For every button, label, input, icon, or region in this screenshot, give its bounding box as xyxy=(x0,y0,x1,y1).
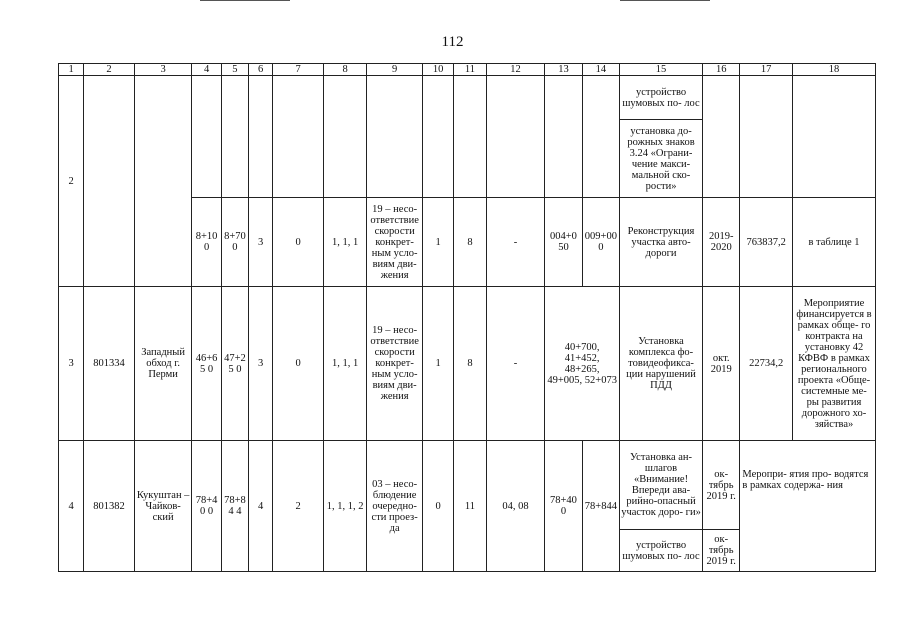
cell-empty xyxy=(422,76,453,198)
cell-note: Мероприятие финансируется в рамках обще- го контракта на установку 42 КФВФ в рамках регионального проекта «Обще- системные ме- ры развития дорожного хо- зяйства» xyxy=(792,287,875,441)
cell-col6: 3 xyxy=(249,198,273,287)
cell-date: ок- тябрь 2019 г. xyxy=(702,530,739,572)
cell-col8: 1, 1, 1 xyxy=(323,287,366,441)
header-cell: 11 xyxy=(454,64,486,76)
cell-row-number: 4 xyxy=(59,441,84,572)
cell-cost: 763837,2 xyxy=(740,198,793,287)
cell-col14: 009+00 0 xyxy=(582,198,619,287)
cell-empty xyxy=(367,76,423,198)
cell-empty xyxy=(486,76,545,198)
cell-measure: Установка ан- шлагов «Внимание! Впереди ава- рийно-опасный участок доро- ги» xyxy=(620,441,703,530)
cell-km-start: 8+100 xyxy=(192,198,221,287)
cell-col10: 0 xyxy=(422,441,453,572)
cell-col12: - xyxy=(486,287,545,441)
table-row-3 xyxy=(59,287,876,441)
cell-row-number: 2 xyxy=(59,76,84,287)
cell-col6: 3 xyxy=(249,287,273,441)
cell-km-start: 46+65 0 xyxy=(192,287,221,441)
header-cell: 7 xyxy=(273,64,324,76)
cell-km-end: 78+84 4 xyxy=(221,441,248,572)
cell-col12: - xyxy=(486,198,545,287)
cell-empty xyxy=(454,76,486,198)
header-cell: 13 xyxy=(545,64,582,76)
cell-empty xyxy=(792,76,875,198)
cell-empty xyxy=(740,76,793,198)
cell-km-end: 47+25 0 xyxy=(221,287,248,441)
cell-col14: 78+844 xyxy=(582,441,619,572)
cell-empty xyxy=(582,76,619,198)
cell-note: в таблице 1 xyxy=(792,198,875,287)
cell-empty xyxy=(134,76,192,287)
cell-km-end: 8+700 xyxy=(221,198,248,287)
header-cell: 2 xyxy=(84,64,135,76)
cell-date: 2019- 2020 xyxy=(702,198,739,287)
cell-road-id: 801334 xyxy=(84,287,135,441)
table-row-continuation-a xyxy=(59,76,876,120)
cell-cause: 19 – несо- ответствие скорости конкрет- ным усло- виям дви- жения xyxy=(367,198,423,287)
header-cell: 17 xyxy=(740,64,793,76)
cell-col11: 8 xyxy=(454,287,486,441)
page-number: 112 xyxy=(441,34,464,50)
cell-empty xyxy=(545,76,582,198)
cell-measure: установка до- рожных знаков 3.24 «Ограни- чение макси- мальной ско- рости» xyxy=(620,120,703,198)
header-cell: 3 xyxy=(134,64,192,76)
cell-row-number: 3 xyxy=(59,287,84,441)
cell-measure: устройство шумовых по- лос xyxy=(620,530,703,572)
header-cell: 1 xyxy=(59,64,84,76)
header-cell: 15 xyxy=(620,64,703,76)
table-row-4 xyxy=(59,441,876,530)
cell-col8: 1, 1, 1 xyxy=(323,198,366,287)
header-cell: 5 xyxy=(221,64,248,76)
cell-empty xyxy=(273,76,324,198)
cell-cause: 19 – несо- ответствие скорости конкрет- ным усло- виям дви- жения xyxy=(367,287,423,441)
header-cell: 12 xyxy=(486,64,545,76)
top-rule-right xyxy=(620,0,710,1)
cell-col10: 1 xyxy=(422,198,453,287)
cell-road-id: 801382 xyxy=(84,441,135,572)
cell-road-name: Кукуштан – Чайков- ский xyxy=(134,441,192,572)
cell-empty xyxy=(702,76,739,198)
header-cell: 18 xyxy=(792,64,875,76)
cell-measure: устройство шумовых по- лос xyxy=(620,76,703,120)
cell-cost: 22734,2 xyxy=(740,287,793,441)
cell-col8: 1, 1, 1, 2 xyxy=(323,441,366,572)
cell-col11: 11 xyxy=(454,441,486,572)
cell-col11: 8 xyxy=(454,198,486,287)
header-cell: 16 xyxy=(702,64,739,76)
cell-cause: 03 – несо- блюдение очередно- сти проез- да xyxy=(367,441,423,572)
cell-measure: Реконструкция участка авто- дороги xyxy=(620,198,703,287)
cell-note: Меропри- ятия про- водятся в рамках содержа- ния xyxy=(740,441,876,572)
measures-table xyxy=(58,63,876,572)
cell-road-name: Западный обход г. Перми xyxy=(134,287,192,441)
header-row xyxy=(59,64,876,76)
header-cell: 8 xyxy=(323,64,366,76)
cell-date: ок- тябрь 2019 г. xyxy=(702,441,739,530)
cell-col10: 1 xyxy=(422,287,453,441)
top-rule-left xyxy=(200,0,290,1)
header-cell: 14 xyxy=(582,64,619,76)
cell-measure: Установка комплекса фо- товидеофикса- ции нарушений ПДД xyxy=(620,287,703,441)
cell-col7: 0 xyxy=(273,198,324,287)
cell-empty xyxy=(323,76,366,198)
cell-col7: 0 xyxy=(273,287,324,441)
cell-empty xyxy=(84,76,135,287)
header-cell: 6 xyxy=(249,64,273,76)
header-cell: 10 xyxy=(422,64,453,76)
cell-col6: 4 xyxy=(249,441,273,572)
cell-km-start: 78+40 0 xyxy=(192,441,221,572)
header-cell: 9 xyxy=(367,64,423,76)
cell-locations: 40+700, 41+452, 48+265, 49+005, 52+073 xyxy=(545,287,620,441)
cell-empty xyxy=(249,76,273,198)
cell-empty xyxy=(221,76,248,198)
cell-col13: 004+0 50 xyxy=(545,198,582,287)
cell-empty xyxy=(192,76,221,198)
cell-date: окт. 2019 xyxy=(702,287,739,441)
header-cell: 4 xyxy=(192,64,221,76)
cell-col12: 04, 08 xyxy=(486,441,545,572)
cell-col7: 2 xyxy=(273,441,324,572)
cell-col13: 78+40 0 xyxy=(545,441,582,572)
